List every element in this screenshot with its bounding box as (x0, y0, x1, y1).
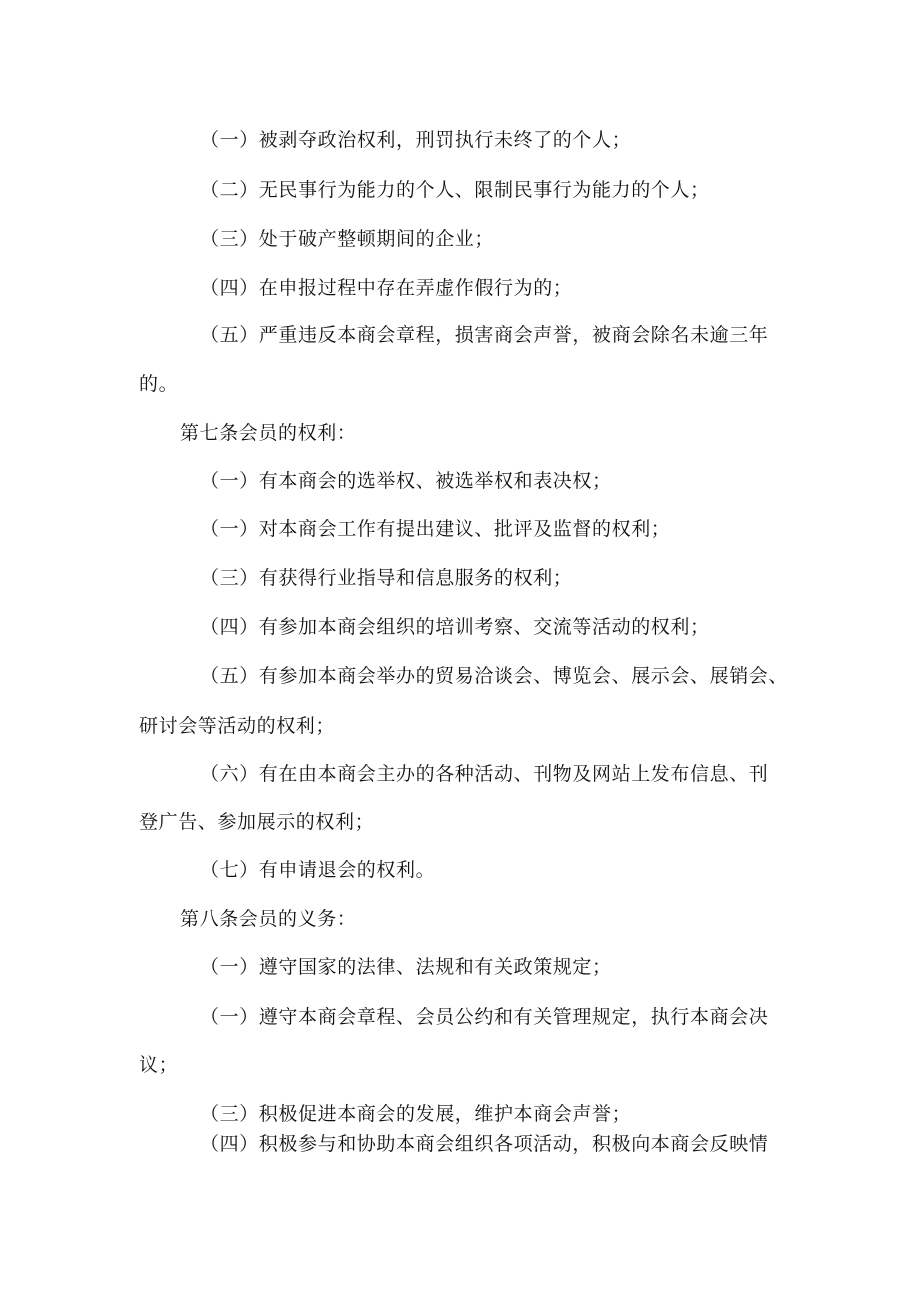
text-line: 登广告、参加展示的权利； (139, 811, 375, 833)
text-line: （三）有获得行业指导和信息服务的权利； (200, 567, 573, 589)
text-line: （三）处于破产整顿期间的企业； (200, 228, 495, 250)
text-line: （一）遵守本商会章程、会员公约和有关管理规定，执行本商会决 (200, 1006, 769, 1028)
text-line: （一）被剥夺政治权利，刑罚执行未终了的个人； (200, 129, 632, 151)
text-line: （一）对本商会工作有提出建议、批评及监督的权利； (200, 518, 671, 540)
text-line: （一）遵守国家的法律、法规和有关政策规定； (200, 956, 612, 978)
text-line: （五）有参加本商会举办的贸易洽谈会、博览会、展示会、展销会、 (200, 665, 789, 687)
section-heading: 第八条会员的义务： (180, 908, 357, 930)
text-line: （六）有在由本商会主办的各种活动、刊物及网站上发布信息、刊 (200, 763, 769, 785)
text-line: （四）在申报过程中存在弄虚作假行为的； (200, 277, 573, 299)
text-line: （四）有参加本商会组织的培训考察、交流等活动的权利； (200, 616, 710, 638)
text-line: 议； (139, 1054, 179, 1076)
section-heading: 第七条会员的权利： (180, 422, 357, 444)
text-line: 的。 (139, 373, 179, 395)
text-line: （五）严重违反本商会章程，损害商会声誉，被商会除名未逾三年 (200, 324, 769, 346)
text-line: （二）无民事行为能力的个人、限制民事行为能力的个人； (200, 179, 710, 201)
text-line: （七）有申请退会的权利。 (200, 859, 436, 881)
text-line: （三）积极促进本商会的发展，维护本商会声誉； (200, 1103, 632, 1125)
text-line: 研讨会等活动的权利； (139, 715, 336, 737)
text-line: （一）有本商会的选举权、被选举权和表决权； (200, 470, 612, 492)
text-line: （四）积极参与和协助本商会组织各项活动，积极向本商会反映情 (200, 1133, 769, 1155)
